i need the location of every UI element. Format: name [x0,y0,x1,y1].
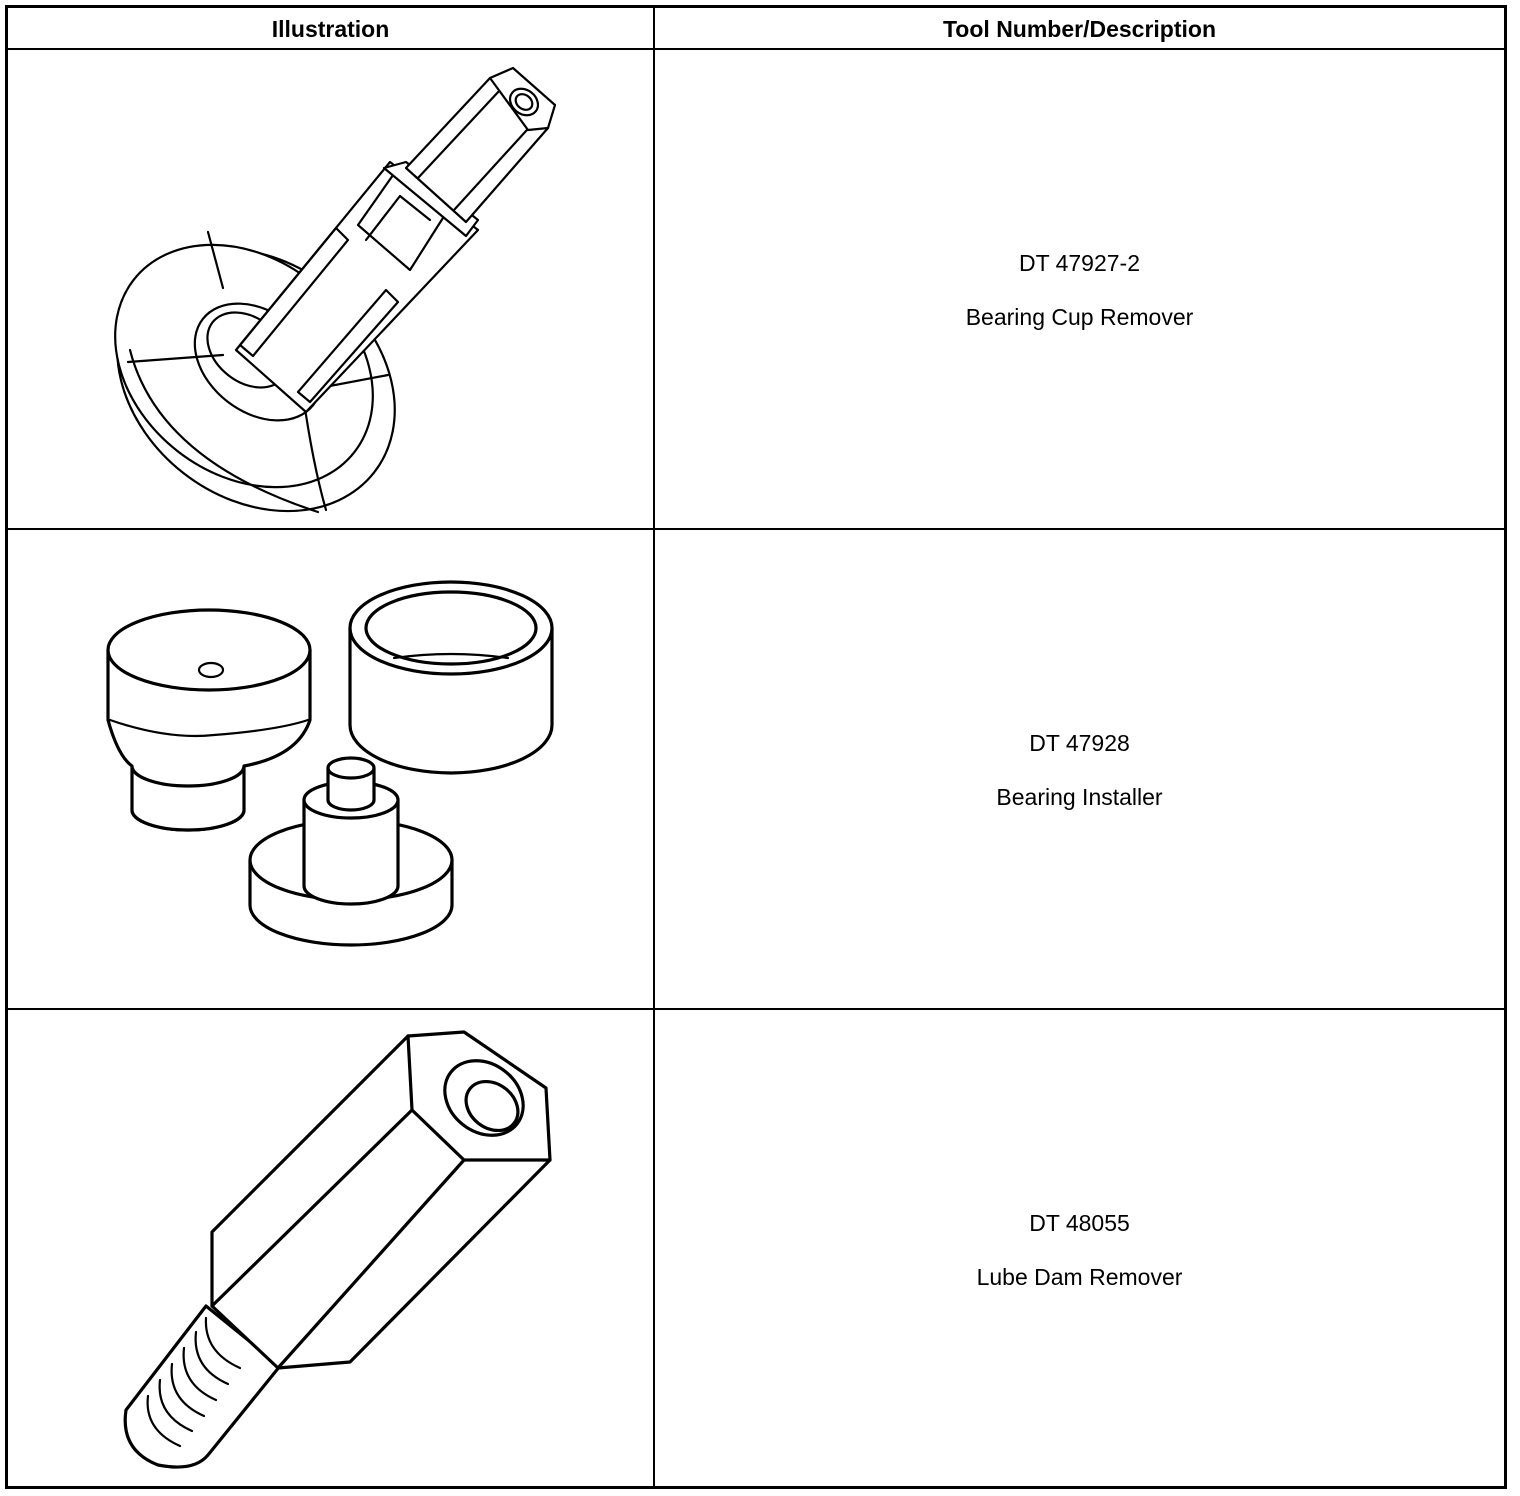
illustration-cell [8,1010,653,1486]
illustration-cell [8,50,653,528]
tool-description: Bearing Cup Remover [965,304,1194,330]
description-cell [655,50,1504,528]
tool-number: DT 48055 [1029,1210,1130,1236]
lube-dam-remover-icon [8,1010,653,1486]
table-row [8,50,1504,530]
tools-table [5,5,1507,1489]
table-row [8,530,1504,1010]
tool-description: Lube Dam Remover [976,1264,1183,1290]
description-cell [655,530,1504,1008]
illustration-cell [8,530,653,1008]
bearing-cup-remover-icon [8,50,653,530]
description-cell [655,1010,1504,1486]
tool-number: DT 47928 [1029,730,1130,756]
column-divider [653,8,655,1486]
tool-description: Bearing Installer [996,784,1163,810]
tool-number: DT 47927-2 [1018,250,1141,276]
table-header-row [8,8,1504,50]
header-illustration: Illustration [271,16,390,42]
bearing-installer-icon [8,530,653,1010]
header-tool-number-description: Tool Number/Description [942,16,1217,42]
table-row [8,1010,1504,1486]
